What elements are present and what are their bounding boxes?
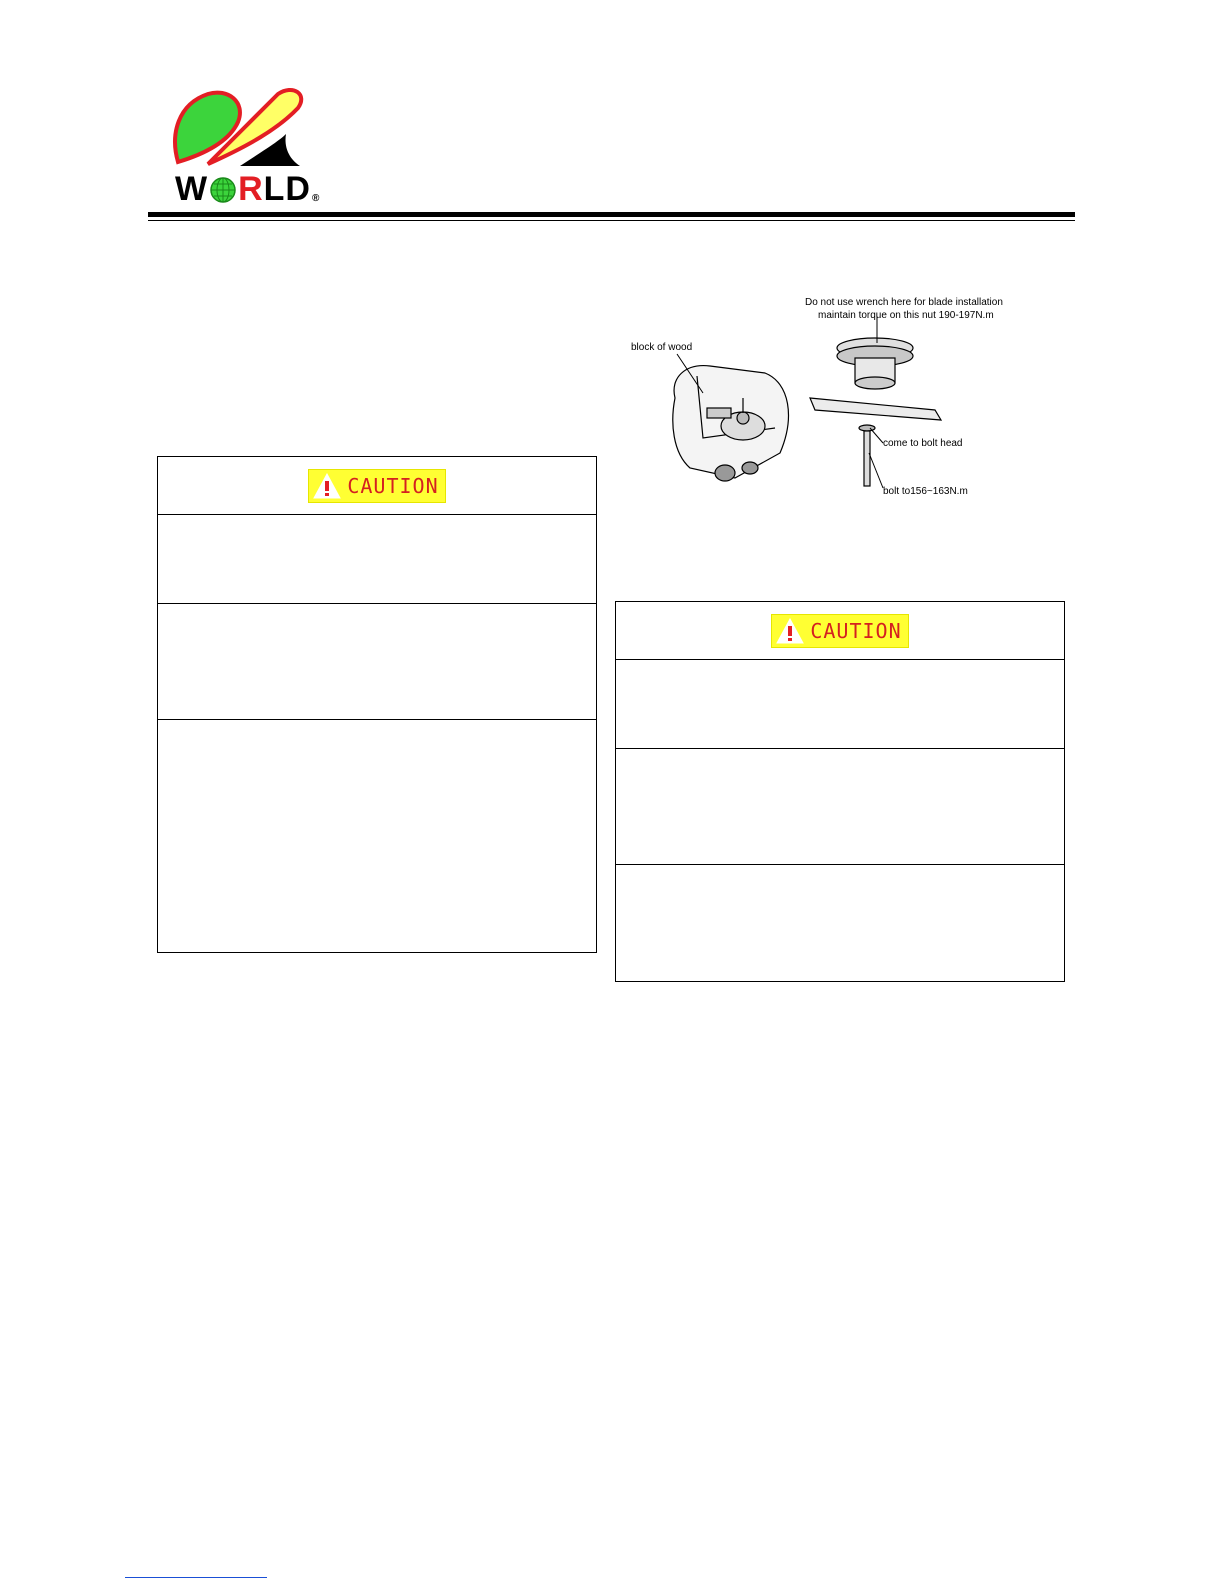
registered-mark: ® [311, 193, 321, 204]
caution-badge [771, 614, 908, 648]
warning-triangle-icon [313, 473, 341, 499]
caution-header-left [158, 457, 596, 515]
caution-row-3 [158, 720, 596, 952]
caution-row-1 [616, 660, 1064, 749]
warning-triangle-icon [776, 618, 804, 644]
caution-label: CAUTION [810, 618, 902, 643]
globe-icon [209, 176, 237, 204]
logo-letter-w: W [175, 170, 209, 208]
label-block-of-wood: block of wood [631, 342, 693, 353]
caution-row-1 [158, 515, 596, 604]
label-wrench-line2: maintain torque on this nut 190-197N.m [818, 310, 994, 321]
caution-badge [308, 469, 445, 503]
header-rule-thin [148, 220, 1075, 221]
caution-row-2 [616, 749, 1064, 865]
logo-wordmark [175, 172, 320, 206]
mower-deck-illustration [673, 366, 789, 481]
header-rule-thick [148, 212, 1075, 217]
caution-row-3 [616, 865, 1064, 981]
caution-label: CAUTION [347, 473, 439, 498]
caution-table-left [157, 456, 597, 953]
logo-letters-rld: RLD [238, 170, 311, 208]
caution-header-right [616, 602, 1064, 660]
label-bolt-torque: bolt to156~163N.m [883, 486, 968, 497]
label-wrench-line1: Do not use wrench here for blade installation [805, 297, 1003, 308]
logo-emblem-icon [168, 84, 318, 174]
caution-row-2 [158, 604, 596, 720]
caution-table-right [615, 601, 1065, 982]
spindle-illustration [810, 338, 941, 486]
footer-link-underline[interactable] [125, 1577, 267, 1578]
label-bolt-head: come to bolt head [883, 438, 963, 449]
blade-installation-diagram [615, 288, 1025, 513]
